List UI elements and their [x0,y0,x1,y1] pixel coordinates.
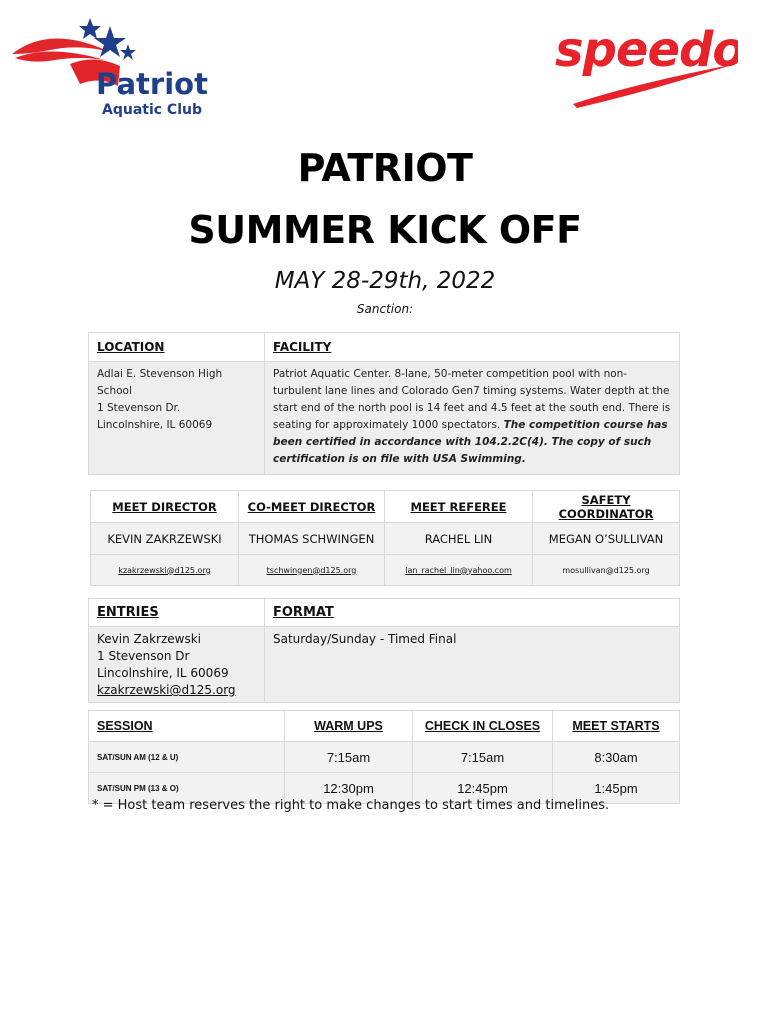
title-line-2: SUMMER KICK OFF [188,208,582,252]
co-meet-director-header: CO-MEET DIRECTOR [239,491,385,523]
format-cell: Saturday/Sunday - Timed Final [265,627,680,703]
host-team-note: * = Host team reserves the right to make changes to start times and timelines. [92,798,610,813]
sessions-table [88,710,680,804]
entries-header: ENTRIES [89,599,265,627]
location-cell [89,362,265,475]
meet-date: MAY 28-29th, 2022 [274,268,496,294]
table-row [89,742,680,773]
warm-ups-header: WARM UPS [285,711,413,742]
speedo-logo [553,14,738,109]
meet-referee-email[interactable]: lan_rachel_lin@yahoo.com [405,565,512,575]
meet-director-header: MEET DIRECTOR [91,491,239,523]
meet-referee-name: RACHEL LIN [385,523,533,555]
officials-table [90,490,680,586]
session-name: SAT/SUN AM (12 & U) [89,742,285,773]
location-facility-table [88,332,680,475]
facility-cell [265,362,680,475]
safety-coordinator-header: SAFETY COORDINATOR [533,491,680,523]
facility-description: Patriot Aquatic Center. 8-lane, 50-meter competition pool with non-turbulent lane lines and Colorado Gen7 timing systems. Water depth at the start end of the north pool is 14 feet and 4.5 feet at the south end. There is seating for approximately 1000 spectators. [273,368,671,431]
speedo-wordmark: speedo [555,22,738,78]
check-in-time: 12:45pm [413,773,553,804]
meet-starts-header: MEET STARTS [553,711,680,742]
contact-line: 1 Stevenson Dr [97,649,190,663]
meet-start-time: 1:45pm [553,773,680,804]
check-in-time: 7:15am [413,742,553,773]
session-name: SAT/SUN PM (13 & O) [89,773,285,804]
format-header: FORMAT [265,599,680,627]
warm-ups-time: 7:15am [285,742,413,773]
warm-ups-time: 12:30pm [285,773,413,804]
location-header: LOCATION [89,333,265,362]
title-line-1: PATRIOT [297,146,473,190]
co-meet-director-email[interactable]: tschwingen@d125.org [266,565,357,575]
contact-line: Lincolnshire, IL 60069 [97,666,229,680]
meet-start-time: 8:30am [553,742,680,773]
facility-certification: The competition course has been certified in accordance with 104.2.2C(4). The copy of such certification is on file with USA Swimming. [273,419,668,465]
logo-subname: Aquatic Club [102,102,202,118]
location-line: Adlai E. Stevenson High School [97,368,223,397]
facility-header: FACILITY [265,333,680,362]
logo-name: Patriot [96,67,208,101]
session-header: SESSION [89,711,285,742]
patriot-aquatic-club-logo [10,14,210,124]
meet-director-email[interactable]: kzakrzewski@d125.org [118,565,211,575]
safety-coordinator-name: MEGAN O’SULLIVAN [533,523,680,555]
safety-coordinator-email: mosullivan@d125.org [533,555,680,586]
contact-line: Kevin Zakrzewski [97,632,201,646]
contact-email[interactable]: kzakrzewski@d125.org [97,683,236,697]
entries-contact-cell [89,627,265,703]
sanction-label: Sanction: [356,302,414,316]
meet-referee-header: MEET REFEREE [385,491,533,523]
co-meet-director-name: THOMAS SCHWINGEN [239,523,385,555]
check-in-closes-header: CHECK IN CLOSES [413,711,553,742]
meet-director-name: KEVIN ZAKRZEWSKI [91,523,239,555]
location-line: Lincolnshire, IL 60069 [97,419,213,431]
entries-format-table [88,598,680,703]
location-line: 1 Stevenson Dr. [97,402,181,414]
